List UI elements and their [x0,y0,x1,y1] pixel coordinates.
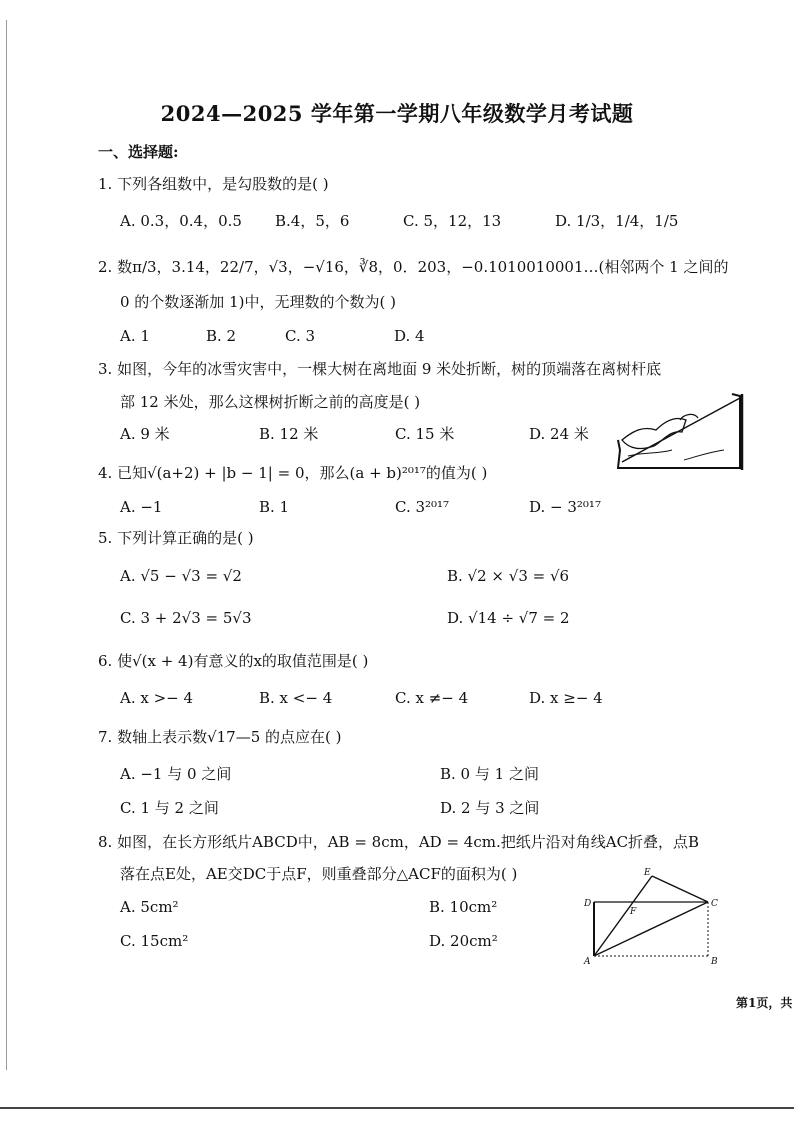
label-b: B [711,957,718,966]
folded-rectangle-figure [580,866,725,966]
page-footer: 第1页，共 [736,996,793,1010]
q8-option-d: D. 20cm² [429,932,498,950]
q4-option-c: C. 3²⁰¹⁷ [395,498,450,516]
section-heading: 一、选择题: [98,143,179,161]
q2-stem: 2. 数π/3，3.14，22/7，√3，−√16，∛8，0．203，−0.1010010001…(相邻两个 1 之间的 [98,258,729,276]
q2-option-b: B. 2 [206,327,237,345]
q4-option-b: B. 1 [259,498,290,516]
q4-option-a: A. −1 [120,498,163,516]
q1-option-d: D. 1/3，1/4，1/5 [555,212,679,230]
q7-option-a: A. −1 与 0 之间 [120,765,232,783]
q2-option-d: D. 4 [394,327,425,345]
q1-option-a: A. 0.3，0.4，0.5 [120,212,242,230]
edge-ae [594,876,652,956]
q6-option-b: B. x <− 4 [259,689,333,707]
q3-option-a: A. 9 米 [120,425,170,443]
label-f: F [630,907,637,917]
q5-option-c: C. 3 + 2√3 = 5√3 [120,609,252,627]
q7-option-b: B. 0 与 1 之间 [440,765,539,783]
q2-stem-line2: 0 的个数逐渐加 1)中，无理数的个数为( ) [120,293,396,311]
q8-stem-line2: 落在点E处，AE交DC于点F，则重叠部分△ACF的面积为( ) [120,865,518,883]
q1-option-b: B.4，5，6 [275,212,350,230]
q6-stem: 6. 使√(x + 4)有意义的x的取值范围是( ) [98,652,369,670]
label-e: E [644,868,651,878]
q8-stem: 8. 如图，在长方形纸片ABCD中，AB = 8cm，AD = 4cm.把纸片沿对角线AC折叠，点B [98,833,700,851]
q7-option-c: C. 1 与 2 之间 [120,799,219,817]
q5-option-d: D. √14 ÷ √7 = 2 [447,609,570,627]
q1-option-c: C. 5，12，13 [403,212,502,230]
q4-option-d: D. − 3²⁰¹⁷ [529,498,601,516]
q6-option-a: A. x >− 4 [120,689,194,707]
q8-option-c: C. 15cm² [120,932,189,950]
q5-option-b: B. √2 × √3 = √6 [447,567,570,585]
q3-stem-line2: 部 12 米处，那么这棵树折断之前的高度是( ) [120,393,421,411]
q6-option-c: C. x ≠− 4 [395,689,469,707]
edge-ec [652,876,708,902]
broken-tree-figure [614,390,744,472]
q8-option-a: A. 5cm² [120,898,179,916]
exam-title: 2024—2025 学年第一学期八年级数学月考试题 [160,101,634,126]
q7-stem: 7. 数轴上表示数√17—5 的点应在( ) [98,728,342,746]
q3-option-d: D. 24 米 [529,425,589,443]
q4-stem: 4. 已知√(a+2) + |b − 1| = 0，那么(a + b)²⁰¹⁷的值为( ) [98,464,488,482]
q8-option-b: B. 10cm² [429,898,498,916]
label-c: C [711,899,718,909]
diagonal-ac [594,902,708,956]
q3-option-b: B. 12 米 [259,425,319,443]
page-left-edge [6,20,7,1070]
q2-option-a: A. 1 [120,327,150,345]
page-bottom-edge [0,1107,794,1109]
label-a: A [584,957,591,966]
q5-stem: 5. 下列计算正确的是( ) [98,529,254,547]
q1-stem: 1. 下列各组数中，是勾股数的是( ) [98,175,329,193]
q2-option-c: C. 3 [285,327,316,345]
q3-stem: 3. 如图，今年的冰雪灾害中，一棵大树在离地面 9 米处折断，树的顶端落在离树杆底 [98,360,662,378]
label-d: D [584,899,592,909]
q6-option-d: D. x ≥− 4 [529,689,603,707]
q5-option-a: A. √5 − √3 = √2 [120,567,242,585]
q7-option-d: D. 2 与 3 之间 [440,799,540,817]
q3-option-c: C. 15 米 [395,425,455,443]
